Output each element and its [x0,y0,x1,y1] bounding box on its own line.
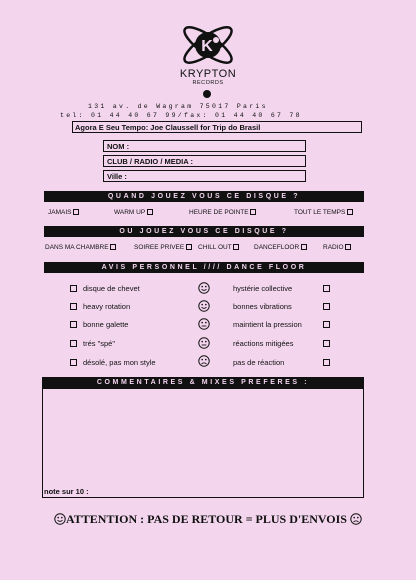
checkbox[interactable] [70,359,77,366]
checkbox[interactable] [70,340,77,347]
checkbox[interactable] [110,244,116,250]
checkbox[interactable] [250,209,256,215]
section-opinion-title: AVIS PERSONNEL //// DANCE FLOOR [44,262,364,273]
checkbox[interactable] [233,244,239,250]
when-option-1[interactable] [114,209,153,216]
when-option-3[interactable] [294,209,353,216]
happy-face-icon [198,300,210,312]
opinion-left-label: disque de chevet [83,284,140,293]
opinion-right-label: maintient la pression [233,320,302,329]
city-field[interactable]: Ville : [103,170,306,182]
when-option-label: WARM UP [114,209,146,216]
happy-face-icon [198,282,210,294]
opinion-right-label: hystérie collective [233,284,293,293]
checkbox[interactable] [186,244,192,250]
record-title: Agora E Seu Tempo: Joe Claussell for Trip do Brasil [72,121,362,133]
opinion-right-label: bonnes vibrations [233,302,292,311]
checkbox[interactable] [323,321,330,328]
club-field[interactable]: CLUB / RADIO / MEDIA : [103,155,306,167]
when-option-label: JAMAIS [48,209,72,216]
section-comments-title: COMMENTAIRES & MIXES PREFERES : [42,377,364,388]
opinion-left-label: bonne galette [83,320,129,329]
opinion-left-label: heavy rotation [83,302,131,311]
neutral-face-icon [198,318,210,330]
name-field[interactable]: NOM : [103,140,306,152]
checkbox[interactable] [323,285,330,292]
where-option-label: DANS MA CHAMBRE [45,244,109,251]
checkbox[interactable] [70,285,77,292]
comments-area[interactable] [42,388,364,498]
section-where-title: OU JOUEZ VOUS CE DISQUE ? [44,226,364,237]
krypton-logo-icon [176,18,240,74]
sad-face-icon [350,513,362,525]
address-line-1: 131 av. de Wagram 75017 Paris [88,103,268,110]
where-option-2[interactable] [198,244,239,251]
brand-name: KRYPTON [179,68,237,80]
neutral-face-icon [198,337,210,349]
checkbox[interactable] [323,340,330,347]
address-line-2: tel: 01 44 40 67 99/fax: 01 44 40 67 78 [60,112,302,119]
note-label: note sur 10 : [44,487,89,496]
where-option-label: SOIREE PRIVEE [134,244,185,251]
when-option-2[interactable] [189,209,256,216]
svg-text:K: K [201,38,213,55]
where-option-label: CHILL OUT [198,244,232,251]
checkbox[interactable] [73,209,79,215]
checkbox[interactable] [345,244,351,250]
brand-sub: RECORDS [192,80,224,86]
opinion-right-label: pas de réaction [233,358,285,367]
checkbox[interactable] [347,209,353,215]
section-when-title: QUAND JOUEZ VOUS CE DISQUE ? [44,191,364,202]
when-option-label: TOUT LE TEMPS [294,209,346,216]
opinion-left-label: désolé, pas mon style [83,358,156,367]
checkbox[interactable] [323,359,330,366]
where-option-0[interactable] [45,244,116,251]
opinion-left-label: trés "spé" [83,339,116,348]
when-option-0[interactable] [48,209,79,216]
when-option-label: HEURE DE POINTE [189,209,249,216]
sad-face-icon [198,355,210,367]
where-option-4[interactable] [323,244,351,251]
where-option-3[interactable] [254,244,307,251]
opinion-right-label: réactions mitigées [233,339,294,348]
where-option-label: DANCEFLOOR [254,244,300,251]
logo-dot [203,90,211,98]
where-option-label: RADIO [323,244,344,251]
where-option-1[interactable] [134,244,192,251]
checkbox[interactable] [70,321,77,328]
checkbox[interactable] [70,303,77,310]
checkbox[interactable] [301,244,307,250]
happy-face-icon [54,513,66,525]
footer-text: ATTENTION : PAS DE RETOUR = PLUS D'ENVOIS [66,512,347,526]
footer-warning [0,512,416,527]
checkbox[interactable] [323,303,330,310]
checkbox[interactable] [147,209,153,215]
